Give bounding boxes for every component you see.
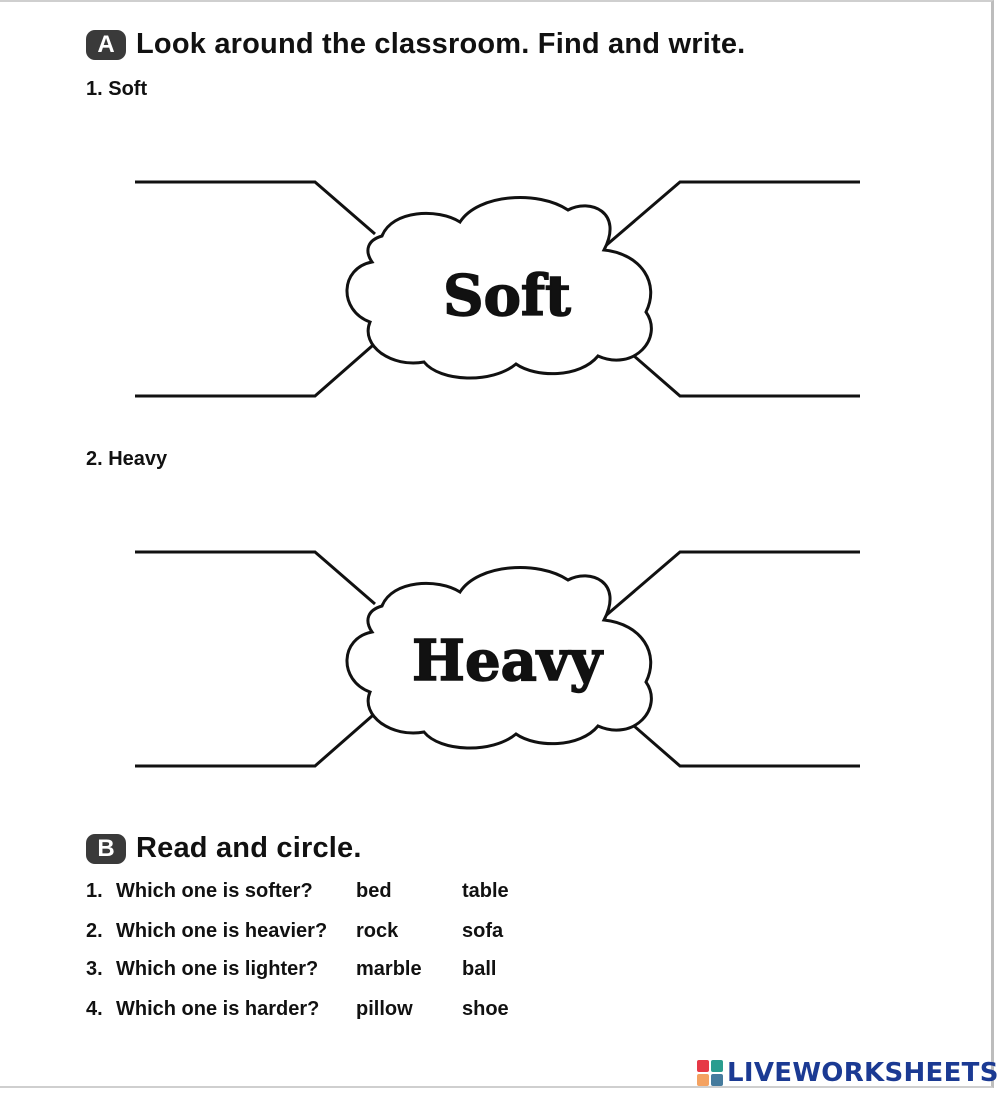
answer-line-top-left	[135, 182, 375, 234]
question-text: Which one is heavier?	[116, 919, 328, 942]
answer-line-top-right	[603, 552, 860, 618]
answer-line-top-right	[603, 182, 860, 248]
question-text: Which one is softer?	[116, 879, 313, 902]
answer-option-2[interactable]: ball	[462, 957, 497, 980]
question-number: 1.	[86, 879, 103, 902]
section-b-badge: B	[86, 834, 126, 864]
section-a-header	[86, 28, 745, 61]
answer-option-1[interactable]: marble	[356, 957, 422, 980]
section-a-badge: A	[86, 30, 126, 60]
answer-option-2[interactable]: sofa	[462, 919, 504, 942]
brand-name: LIVEWORKSHEETS	[727, 1058, 999, 1088]
cloud-word-heavy: Heavy	[412, 628, 602, 694]
answer-line-bottom-left	[135, 332, 388, 396]
section-b-title: Read and circle.	[136, 832, 362, 864]
question-text: Which one is harder?	[116, 997, 320, 1020]
answer-line-top-left	[135, 552, 375, 604]
answer-option-1[interactable]: pillow	[356, 997, 413, 1020]
question-row	[86, 994, 568, 1024]
question-number: 2.	[86, 919, 103, 942]
answer-option-1[interactable]: bed	[356, 879, 392, 902]
answer-option-1[interactable]: rock	[356, 919, 399, 942]
item-label-heavy: 2. Heavy	[86, 448, 168, 470]
section-b-header	[86, 832, 362, 865]
question-text: Which one is lighter?	[116, 957, 319, 980]
word-web-heavy	[120, 542, 880, 782]
liveworksheets-mark-icon	[697, 1060, 723, 1086]
answer-option-2[interactable]: shoe	[462, 997, 509, 1020]
question-row	[86, 876, 568, 906]
answer-line-bottom-right	[618, 712, 860, 766]
answer-line-bottom-left	[135, 702, 388, 766]
question-number: 3.	[86, 957, 103, 980]
answer-line-bottom-right	[618, 342, 860, 396]
item-label-soft: 1. Soft	[86, 78, 148, 100]
liveworksheets-logo	[697, 1058, 999, 1088]
answer-option-2[interactable]: table	[462, 879, 509, 902]
section-a-title: Look around the classroom. Find and write.	[136, 28, 746, 60]
cloud-word-soft: Soft	[443, 263, 571, 329]
word-web-soft	[120, 172, 880, 412]
question-row	[86, 916, 568, 946]
question-row	[86, 954, 568, 984]
question-number: 4.	[86, 997, 103, 1020]
